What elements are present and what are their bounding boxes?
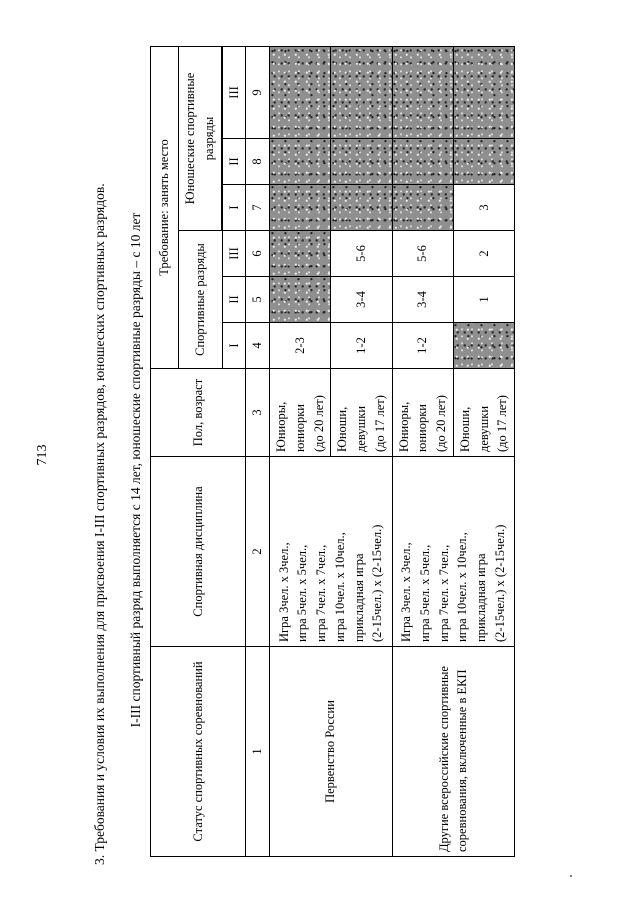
shaded-cell (331, 185, 392, 231)
page-number: 713 (35, 444, 50, 466)
value-cell: 3-4 (392, 277, 453, 323)
col-number: 4 (246, 323, 270, 369)
col-number: 6 (246, 231, 270, 277)
group-cell (331, 369, 392, 457)
table-row (392, 46, 453, 856)
shaded-cell (453, 139, 514, 185)
column-number-row (246, 46, 270, 856)
group-line: девушки (354, 405, 368, 452)
group-cell (453, 369, 514, 457)
discipline-line: Игра 3чел. х 3чел., (276, 542, 291, 642)
group-cell (270, 369, 331, 457)
discipline-line: игра 7чел. х 7чел., (314, 544, 328, 642)
group-line: (до 20 лет) (311, 395, 326, 452)
group-line: Юноши, (335, 406, 350, 452)
shaded-cell (392, 139, 453, 185)
status-cell: Первенство России (270, 647, 393, 857)
requirements-table (150, 46, 515, 857)
header-status: Статус спортивных соревнований (151, 647, 246, 857)
group-line: девушки (476, 405, 491, 452)
group-line: (до 20 лет) (434, 395, 448, 452)
col-number: 2 (246, 457, 270, 647)
header-requirement: Требование: занять место (151, 46, 179, 368)
shaded-cell (392, 185, 453, 231)
header-rank-iii: III (222, 231, 246, 277)
value-cell: 5-6 (331, 231, 392, 277)
group-line: Юниоры, (396, 401, 411, 452)
value-cell: 5-6 (392, 231, 453, 277)
shaded-cell (331, 139, 392, 185)
value-cell: 2 (453, 231, 514, 277)
discipline-line: (2-15чел.) х (2-15чел.) (492, 524, 507, 642)
discipline-line: Игра 3чел. х 3чел., (399, 542, 413, 642)
shaded-cell (392, 46, 453, 138)
header-yrank-iii: III (222, 46, 246, 138)
col-number: 1 (246, 647, 270, 857)
value-cell: 2-3 (270, 323, 331, 369)
col-number: 5 (246, 277, 270, 323)
shaded-cell (453, 46, 514, 138)
col-number: 7 (246, 185, 270, 231)
group-line: юниорки (415, 404, 430, 452)
value-cell: 1-2 (392, 323, 453, 369)
table-caption: I-III спортивный разряд выполняется с 14 лет, юношеские спортивные разряды – с 10 лет (128, 212, 143, 728)
discipline-line: игра 10чел. х 10чел., (332, 532, 347, 642)
value-cell: 1 (453, 277, 514, 323)
group-line: Юниоры, (274, 401, 288, 452)
value-cell: 3-4 (331, 277, 392, 323)
value-cell: 1-2 (331, 323, 392, 369)
value-cell: 3 (453, 185, 514, 231)
shaded-cell (453, 323, 514, 369)
scan-speck (570, 875, 572, 877)
status-cell: Другие всероссийские спортивные соревнования, включенные в ЕКП (392, 647, 515, 857)
discipline-line: прикладная игра (474, 553, 488, 642)
shaded-cell (270, 231, 331, 277)
table-row (270, 46, 331, 856)
col-number: 8 (246, 139, 270, 185)
group-line: юниорки (292, 404, 307, 452)
shaded-cell (270, 139, 331, 185)
shaded-cell (331, 46, 392, 138)
section-heading: 3. Требования и условия их выполнения для присвоения I-III спортивных разрядов, юношеских спортивных разрядов. (92, 183, 107, 865)
group-line: Юноши, (457, 406, 472, 452)
group-cell (392, 369, 453, 457)
discipline-line: игра 5чел. х 5чел., (295, 544, 310, 642)
header-rank-i: I (222, 323, 246, 369)
col-number: 9 (246, 46, 270, 138)
discipline-cell (392, 457, 515, 647)
shaded-cell (270, 277, 331, 323)
discipline-line: игра 7чел. х 7чел., (436, 544, 451, 642)
discipline-cell (270, 457, 393, 647)
col-number: 3 (246, 369, 270, 457)
group-line: (до 17 лет) (495, 395, 510, 452)
discipline-line: игра 5чел. х 5чел., (417, 544, 432, 642)
group-line: (до 17 лет) (372, 395, 387, 452)
header-youth-ranks: Юношеские спортивные разряды (179, 46, 222, 230)
header-discipline: Спортивная дисциплина (151, 457, 246, 647)
header-yrank-ii: II (222, 139, 246, 185)
header-yrank-i: I (222, 185, 246, 231)
discipline-line: (2-15чел.) х (2-15чел.) (370, 524, 385, 642)
shaded-cell (270, 46, 331, 138)
shaded-cell (270, 185, 331, 231)
header-rank-ii: II (222, 277, 246, 323)
discipline-line: игра 10чел. х 10чел., (455, 532, 470, 642)
discipline-line: прикладная игра (351, 553, 366, 642)
header-sport-ranks: Спортивные разряды (179, 231, 223, 369)
header-sex-age: Пол, возраст (151, 369, 246, 457)
